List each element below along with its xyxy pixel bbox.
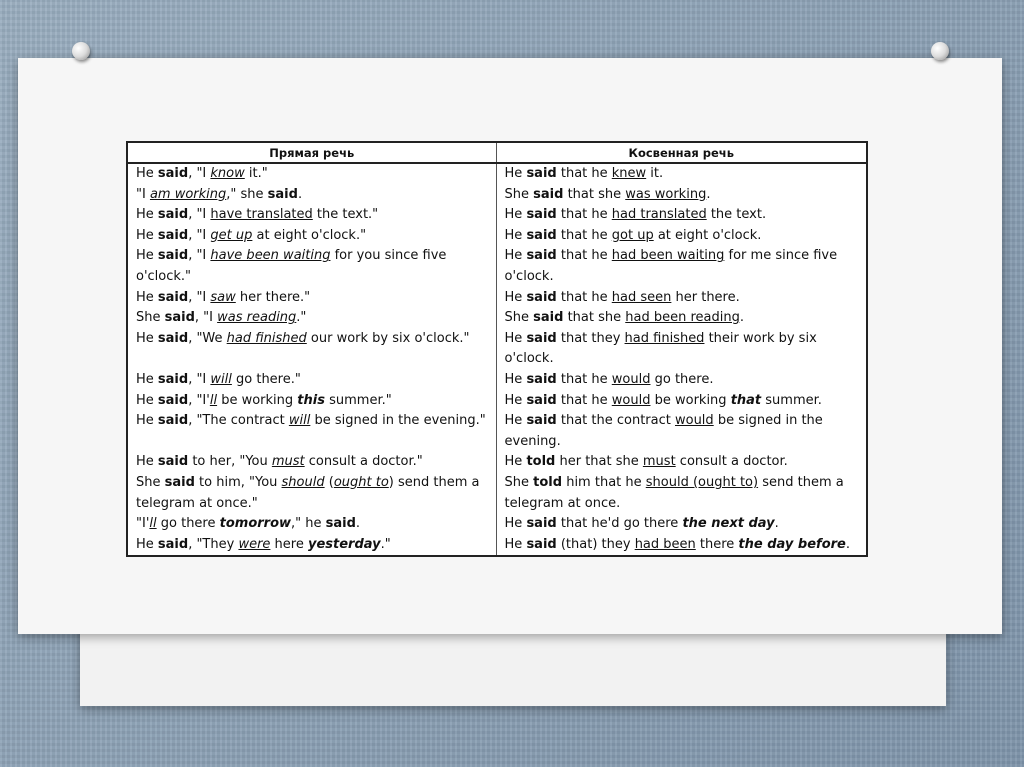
text-segment: He <box>136 371 158 387</box>
indirect-speech-cell <box>496 535 867 557</box>
text-segment: their work by six o'clock. <box>504 330 817 367</box>
text-segment: were <box>238 536 271 552</box>
text-segment: go there." <box>231 371 301 387</box>
text-segment: said <box>267 186 298 202</box>
text-segment: here <box>270 536 308 552</box>
text-segment: ( <box>324 474 334 490</box>
text-segment: , "I <box>188 289 211 305</box>
text-segment: the next day <box>682 516 775 532</box>
text-segment: He <box>136 330 158 346</box>
text-segment: this <box>297 392 325 408</box>
text-segment: should <box>281 474 325 490</box>
text-segment: tomorrow <box>219 516 292 532</box>
text-segment: be signed in the evening. <box>504 413 823 449</box>
indirect-speech-cell <box>496 226 867 247</box>
text-segment: He <box>504 454 527 470</box>
table-row <box>127 308 867 329</box>
text-segment: had been waiting <box>611 248 725 264</box>
text-segment: said <box>157 454 189 470</box>
text-segment: said <box>526 227 557 243</box>
text-segment: He <box>504 536 527 552</box>
indirect-speech-cell <box>496 473 867 514</box>
reported-speech-table <box>126 141 868 557</box>
text-segment: , "I <box>188 227 211 243</box>
text-segment: had translated <box>611 207 707 223</box>
direct-speech-cell <box>127 226 496 247</box>
text-segment: said <box>164 310 195 326</box>
direct-speech-cell <box>127 391 496 412</box>
table-row <box>127 288 867 309</box>
text-segment: said <box>157 207 189 223</box>
text-segment: would <box>611 392 651 408</box>
text-segment: "I' <box>136 516 150 532</box>
text-segment: She <box>136 474 165 490</box>
text-segment: , "I <box>188 207 211 223</box>
text-segment: said <box>157 371 189 387</box>
text-segment: knew <box>611 166 647 181</box>
direct-speech-cell <box>127 205 496 226</box>
indirect-speech-cell <box>496 514 867 535</box>
text-segment: said <box>526 248 557 264</box>
text-segment: She <box>504 310 534 326</box>
direct-speech-cell <box>127 246 496 287</box>
text-segment: ." <box>296 310 307 326</box>
text-segment: would <box>611 371 651 387</box>
text-segment: to her, "You <box>188 454 272 470</box>
text-segment: , "I <box>188 166 211 181</box>
text-segment: to him, "You <box>194 474 282 490</box>
direct-speech-cell <box>127 329 496 370</box>
text-segment: it. <box>646 166 664 181</box>
text-segment: have been waiting <box>210 248 331 264</box>
text-segment: got up <box>611 227 654 243</box>
text-segment: said <box>526 166 557 181</box>
text-segment: said <box>157 330 189 346</box>
text-segment: consult a doctor. <box>675 454 788 470</box>
text-segment: He <box>136 413 158 429</box>
text-segment: He <box>504 392 527 408</box>
table-row <box>127 226 867 247</box>
text-segment: ) send them a telegram at once." <box>136 474 480 511</box>
direct-speech-cell <box>127 308 496 329</box>
text-segment: summer. <box>761 392 822 408</box>
text-segment: He <box>504 413 527 429</box>
table-row <box>127 514 867 535</box>
text-segment: that they <box>556 330 625 346</box>
text-segment: . <box>706 186 711 202</box>
text-segment: him that he <box>562 474 646 490</box>
text-segment: She <box>504 186 534 202</box>
text-segment: said <box>157 248 189 264</box>
text-segment: He <box>136 207 158 223</box>
text-segment: that he <box>556 227 612 243</box>
text-segment: said <box>526 392 557 408</box>
text-segment: that he <box>556 371 612 387</box>
text-segment: will <box>210 371 232 387</box>
text-segment: go there. <box>650 371 714 387</box>
text-segment: He <box>136 454 158 470</box>
text-segment: that he <box>556 289 612 305</box>
text-segment: said <box>157 413 189 429</box>
table-row <box>127 452 867 473</box>
text-segment: was working <box>625 186 707 202</box>
text-segment: the text. <box>706 207 767 223</box>
text-segment: had been <box>634 536 696 552</box>
table-row <box>127 473 867 514</box>
text-segment: . <box>739 310 744 326</box>
direct-speech-cell <box>127 452 496 473</box>
indirect-speech-cell <box>496 370 867 391</box>
header-indirect-speech: Косвенная речь <box>496 142 867 163</box>
text-segment: that she <box>563 310 626 326</box>
text-segment: said <box>526 330 557 346</box>
text-segment: said <box>164 474 195 490</box>
text-segment: for you since five o'clock." <box>136 248 447 284</box>
text-segment: said <box>157 392 189 408</box>
text-segment: her there." <box>235 289 311 305</box>
text-segment: our work by six o'clock." <box>306 330 470 346</box>
text-segment: should (ought to) <box>645 474 759 490</box>
text-segment: , "They <box>188 536 239 552</box>
text-segment: said <box>157 536 189 552</box>
text-segment: be signed in the evening." <box>310 413 486 429</box>
text-segment: He <box>136 248 158 264</box>
indirect-speech-cell <box>496 329 867 370</box>
text-segment: for me since five o'clock. <box>504 248 838 284</box>
text-segment: He <box>136 166 158 181</box>
text-segment: the day before <box>738 536 846 552</box>
text-segment: He <box>504 371 527 387</box>
text-segment: must <box>642 454 676 470</box>
text-segment: told <box>533 474 563 490</box>
text-segment: ," he <box>291 516 326 532</box>
text-segment: He <box>504 330 527 346</box>
header-direct-speech: Прямая речь <box>127 142 496 163</box>
text-segment: that she <box>563 186 626 202</box>
text-segment: He <box>136 392 158 408</box>
text-segment: it." <box>244 166 268 181</box>
table-row <box>127 329 867 370</box>
text-segment: He <box>504 166 527 181</box>
table-row <box>127 391 867 412</box>
text-segment: ought to <box>333 474 389 490</box>
text-segment: had seen <box>611 289 672 305</box>
text-segment: He <box>504 248 527 264</box>
text-segment: am working <box>149 186 227 202</box>
text-segment: ll <box>149 516 157 532</box>
text-segment: said <box>157 166 189 181</box>
text-segment: She <box>136 310 165 326</box>
text-segment: that he <box>556 166 612 181</box>
direct-speech-cell <box>127 288 496 309</box>
text-segment: her there. <box>671 289 740 305</box>
text-segment: that he <box>556 207 612 223</box>
text-segment: that the contract <box>556 413 675 429</box>
text-segment: He <box>504 207 527 223</box>
text-segment: . <box>355 516 361 532</box>
text-segment: yesterday <box>307 536 381 552</box>
text-segment: . <box>297 186 303 202</box>
indirect-speech-cell <box>496 163 867 185</box>
table-row <box>127 411 867 452</box>
table-header-row <box>127 142 867 163</box>
text-segment: , "We <box>188 330 227 346</box>
table-row <box>127 370 867 391</box>
text-segment: get up <box>210 227 253 243</box>
indirect-speech-cell <box>496 246 867 287</box>
text-segment: told <box>526 454 556 470</box>
text-segment: her that she <box>555 454 643 470</box>
text-segment: have translated <box>210 207 313 223</box>
text-segment: said <box>325 516 356 532</box>
text-segment: that he <box>556 248 612 264</box>
text-segment: "I <box>136 186 150 202</box>
text-segment: He <box>136 227 158 243</box>
table-row <box>127 535 867 557</box>
text-segment: said <box>157 289 189 305</box>
text-segment: said <box>526 289 557 305</box>
text-segment: that he <box>556 392 612 408</box>
pushpin-left-icon <box>72 42 90 60</box>
text-segment: at eight o'clock." <box>252 227 367 243</box>
text-segment: said <box>526 536 557 552</box>
text-segment: . <box>845 536 850 552</box>
text-segment: consult a doctor." <box>304 454 423 470</box>
direct-speech-cell <box>127 411 496 452</box>
indirect-speech-cell <box>496 205 867 226</box>
text-segment: (that) they <box>556 536 635 552</box>
text-segment: said <box>526 516 557 532</box>
indirect-speech-cell <box>496 185 867 206</box>
text-segment: She <box>504 474 534 490</box>
text-segment: summer." <box>324 392 392 408</box>
text-segment: must <box>271 454 305 470</box>
text-segment: at eight o'clock. <box>653 227 762 243</box>
text-segment: ," she <box>226 186 268 202</box>
text-segment: will <box>288 413 311 429</box>
direct-speech-cell <box>127 185 496 206</box>
direct-speech-cell <box>127 514 496 535</box>
text-segment: , "The contract <box>188 413 289 429</box>
text-segment: had finished <box>226 330 307 346</box>
text-segment: that he'd go there <box>556 516 683 532</box>
text-segment: saw <box>210 289 236 305</box>
indirect-speech-cell <box>496 452 867 473</box>
text-segment: , "I' <box>188 392 210 408</box>
text-segment: was reading <box>217 310 297 326</box>
text-segment: said <box>526 207 557 223</box>
text-segment: had been reading <box>625 310 740 326</box>
text-segment: He <box>136 289 158 305</box>
text-segment: said <box>533 310 564 326</box>
table-row <box>127 163 867 185</box>
text-segment: there <box>695 536 739 552</box>
text-segment: said <box>533 186 564 202</box>
text-segment: He <box>504 227 527 243</box>
text-segment: He <box>504 516 527 532</box>
text-segment: said <box>157 227 189 243</box>
text-segment: said <box>526 413 557 429</box>
text-segment: would <box>674 413 714 429</box>
text-segment: go there <box>156 516 220 532</box>
text-segment: He <box>136 536 158 552</box>
text-segment: . <box>774 516 779 532</box>
text-segment: ll <box>209 392 218 408</box>
text-segment: had finished <box>624 330 705 346</box>
indirect-speech-cell <box>496 308 867 329</box>
direct-speech-cell <box>127 163 496 185</box>
text-segment: be working <box>217 392 298 408</box>
pushpin-right-icon <box>931 42 949 60</box>
table-row <box>127 185 867 206</box>
text-segment: ." <box>380 536 391 552</box>
indirect-speech-cell <box>496 391 867 412</box>
text-segment: , "I <box>188 371 211 387</box>
text-segment: send them a telegram at once. <box>504 474 844 511</box>
text-segment: the text." <box>312 207 379 223</box>
direct-speech-cell <box>127 473 496 514</box>
text-segment: , "I <box>194 310 218 326</box>
table-row <box>127 246 867 287</box>
text-segment: be working <box>650 392 731 408</box>
text-segment: said <box>526 371 557 387</box>
text-segment: know <box>210 166 245 181</box>
text-segment: He <box>504 289 527 305</box>
indirect-speech-cell <box>496 288 867 309</box>
direct-speech-cell <box>127 535 496 557</box>
text-segment: that <box>730 392 762 408</box>
text-segment: , "I <box>188 248 211 264</box>
direct-speech-cell <box>127 370 496 391</box>
table-row <box>127 205 867 226</box>
indirect-speech-cell <box>496 411 867 452</box>
